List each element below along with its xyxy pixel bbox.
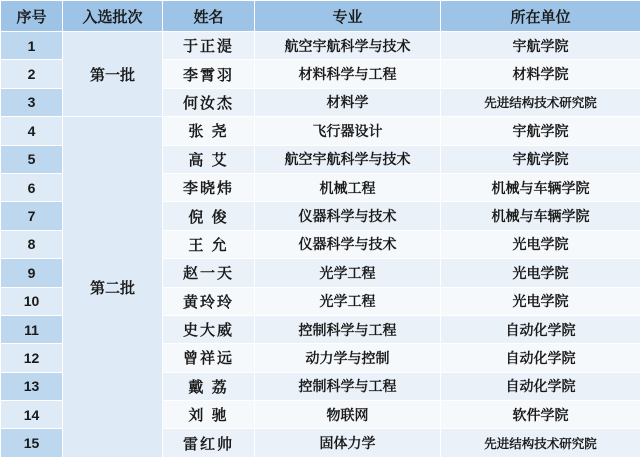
cell-major: 控制科学与工程 bbox=[255, 315, 441, 343]
cell-major: 材料学 bbox=[255, 88, 441, 116]
cell-name: 李晓炜 bbox=[163, 173, 255, 201]
cell-unit: 先进结构技术研究院 bbox=[441, 88, 640, 116]
cell-seq: 12 bbox=[1, 344, 63, 372]
column-header-major: 专业 bbox=[255, 1, 441, 32]
cell-seq: 8 bbox=[1, 230, 63, 258]
cell-unit: 机械与车辆学院 bbox=[441, 202, 640, 230]
cell-name: 赵一天 bbox=[163, 259, 255, 287]
cell-major: 仪器科学与技术 bbox=[255, 202, 441, 230]
cell-major: 动力学与控制 bbox=[255, 344, 441, 372]
table-body bbox=[1, 32, 640, 458]
table-row bbox=[1, 117, 640, 145]
cell-unit: 材料学院 bbox=[441, 60, 640, 88]
cell-name: 戴 荔 bbox=[163, 372, 255, 400]
cell-unit: 先进结构技术研究院 bbox=[441, 429, 640, 457]
column-header-seq: 序号 bbox=[1, 1, 63, 32]
cell-name: 李霄羽 bbox=[163, 60, 255, 88]
cell-seq: 11 bbox=[1, 315, 63, 343]
cell-major: 光学工程 bbox=[255, 259, 441, 287]
cell-seq: 6 bbox=[1, 173, 63, 201]
cell-major: 光学工程 bbox=[255, 287, 441, 315]
cell-major: 航空宇航科学与技术 bbox=[255, 32, 441, 60]
cell-major: 固体力学 bbox=[255, 429, 441, 457]
cell-batch: 第一批 bbox=[63, 32, 163, 117]
cell-unit: 光电学院 bbox=[441, 287, 640, 315]
cell-major: 航空宇航科学与技术 bbox=[255, 145, 441, 173]
cell-major: 飞行器设计 bbox=[255, 117, 441, 145]
cell-seq: 3 bbox=[1, 88, 63, 116]
cell-name: 倪 俊 bbox=[163, 202, 255, 230]
cell-unit: 机械与车辆学院 bbox=[441, 173, 640, 201]
cell-unit: 软件学院 bbox=[441, 401, 640, 429]
header-row bbox=[1, 1, 640, 32]
cell-major: 机械工程 bbox=[255, 173, 441, 201]
cell-seq: 14 bbox=[1, 401, 63, 429]
cell-seq: 5 bbox=[1, 145, 63, 173]
cell-unit: 宇航学院 bbox=[441, 32, 640, 60]
cell-unit: 宇航学院 bbox=[441, 145, 640, 173]
column-header-name: 姓名 bbox=[163, 1, 255, 32]
cell-name: 高 艾 bbox=[163, 145, 255, 173]
cell-unit: 自动化学院 bbox=[441, 344, 640, 372]
cell-name: 史大威 bbox=[163, 315, 255, 343]
cell-name: 刘 驰 bbox=[163, 401, 255, 429]
cell-unit: 自动化学院 bbox=[441, 372, 640, 400]
cell-seq: 13 bbox=[1, 372, 63, 400]
cell-name: 王 允 bbox=[163, 230, 255, 258]
cell-major: 控制科学与工程 bbox=[255, 372, 441, 400]
cell-name: 曾祥远 bbox=[163, 344, 255, 372]
cell-name: 于正湜 bbox=[163, 32, 255, 60]
table-header bbox=[1, 1, 640, 32]
cell-batch: 第二批 bbox=[63, 117, 163, 458]
cell-major: 仪器科学与技术 bbox=[255, 230, 441, 258]
cell-seq: 15 bbox=[1, 429, 63, 457]
cell-name: 张 尧 bbox=[163, 117, 255, 145]
cell-seq: 7 bbox=[1, 202, 63, 230]
cell-unit: 光电学院 bbox=[441, 230, 640, 258]
cell-seq: 10 bbox=[1, 287, 63, 315]
cell-name: 黄玲玲 bbox=[163, 287, 255, 315]
cell-major: 物联网 bbox=[255, 401, 441, 429]
cell-name: 雷红帅 bbox=[163, 429, 255, 457]
cell-seq: 2 bbox=[1, 60, 63, 88]
table-row bbox=[1, 32, 640, 60]
cell-unit: 宇航学院 bbox=[441, 117, 640, 145]
cell-unit: 光电学院 bbox=[441, 259, 640, 287]
cell-seq: 4 bbox=[1, 117, 63, 145]
column-header-batch: 入选批次 bbox=[63, 1, 163, 32]
cell-major: 材料科学与工程 bbox=[255, 60, 441, 88]
cell-unit: 自动化学院 bbox=[441, 315, 640, 343]
cell-name: 何汝杰 bbox=[163, 88, 255, 116]
column-header-unit: 所在单位 bbox=[441, 1, 640, 32]
cell-seq: 1 bbox=[1, 32, 63, 60]
cell-seq: 9 bbox=[1, 259, 63, 287]
